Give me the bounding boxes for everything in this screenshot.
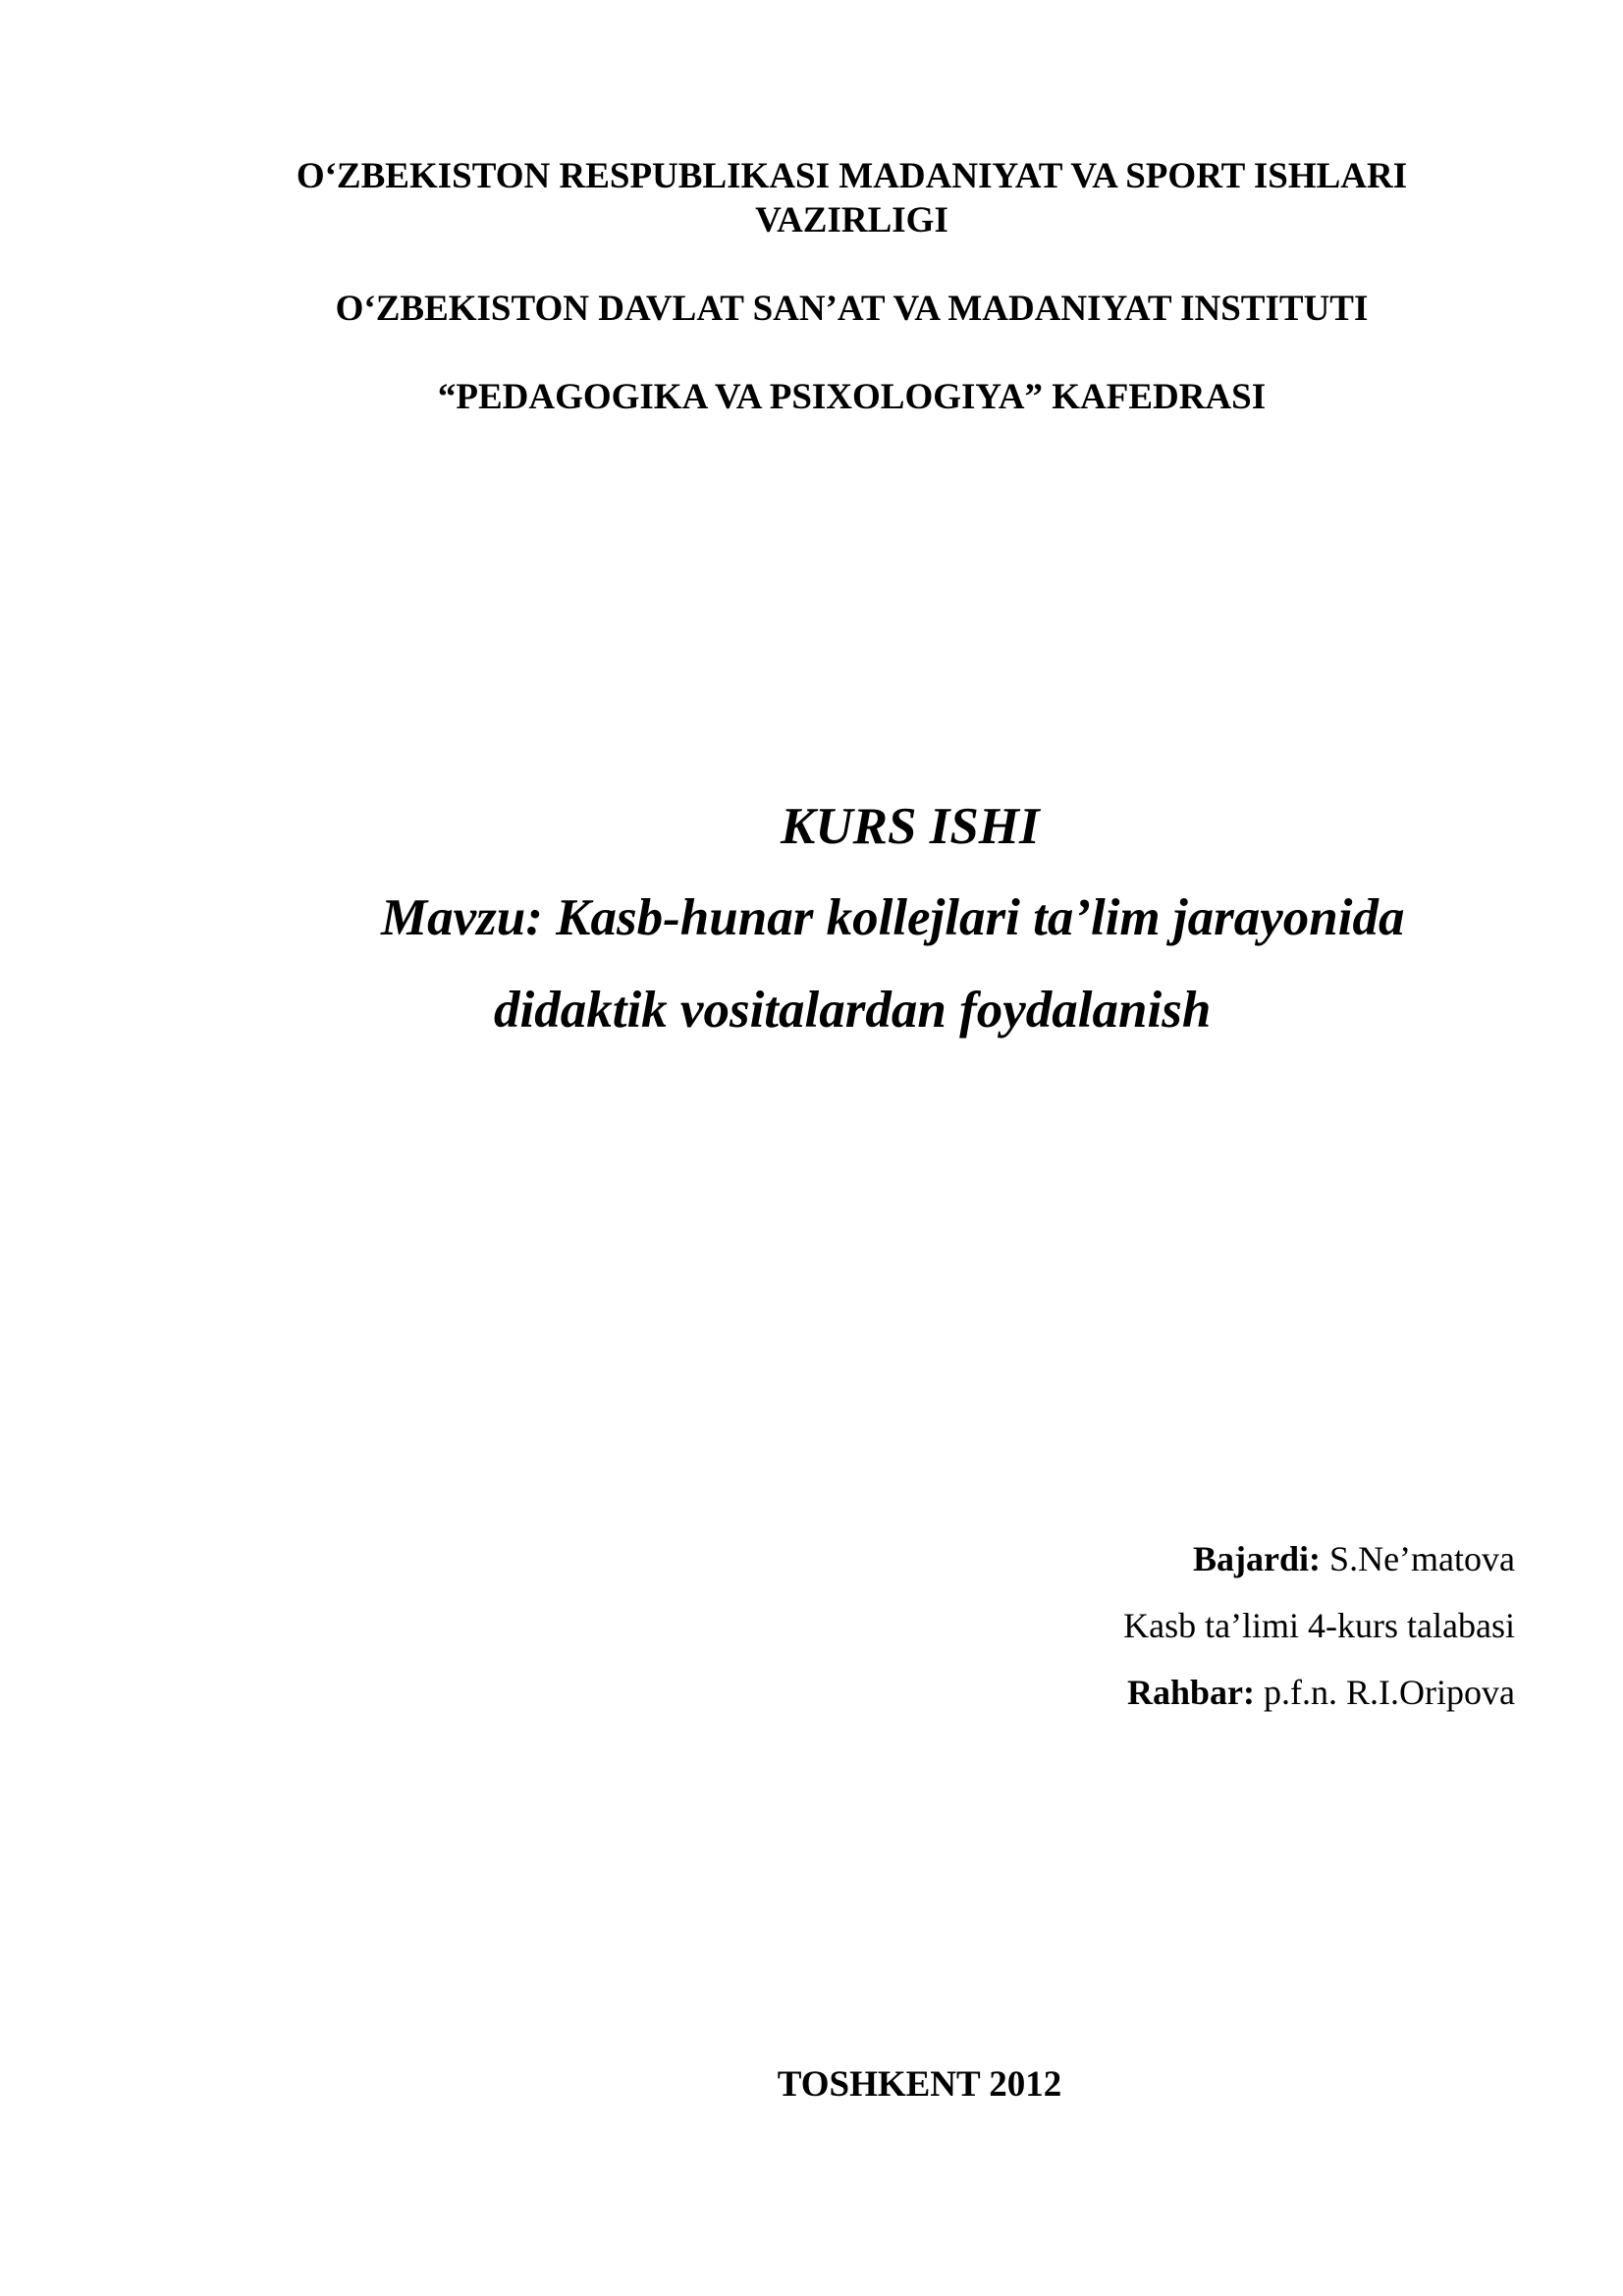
department-name: “PEDAGOGIKA VA PSIXOLOGIYA” KAFEDRASI: [437, 377, 1267, 417]
supervisor-value: p.f.n. R.I.Oripova: [1264, 1673, 1515, 1712]
performed-label: Bajardi:: [1193, 1539, 1322, 1578]
topic-line-1: Mavzu: Kasb-hunar kollejlari ta’lim jarayonida: [381, 889, 1405, 946]
topic-line-2: didaktik vositalardan foydalanish: [494, 982, 1212, 1039]
supervisor: [1127, 1671, 1515, 1714]
performed-by: [1193, 1537, 1515, 1580]
city-year: TOSHKENT 2012: [777, 2064, 1062, 2105]
institute-name: O‘ZBEKISTON DAVLAT SAN’AT VA MADANIYAT INSTITUTI: [335, 289, 1369, 329]
supervisor-label: Rahbar:: [1127, 1673, 1256, 1712]
ministry-line-2: VAZIRLIGI: [755, 200, 948, 240]
student-info: Kasb ta’limi 4-kurs talabasi: [1123, 1606, 1515, 1645]
ministry-line-1: O‘ZBEKISTON RESPUBLIKASI MADANIYAT VA SPORT ISHLARI: [296, 156, 1408, 196]
work-type-title: KURS ISHI: [781, 798, 1040, 855]
performed-value: S.Ne’matova: [1329, 1539, 1515, 1578]
